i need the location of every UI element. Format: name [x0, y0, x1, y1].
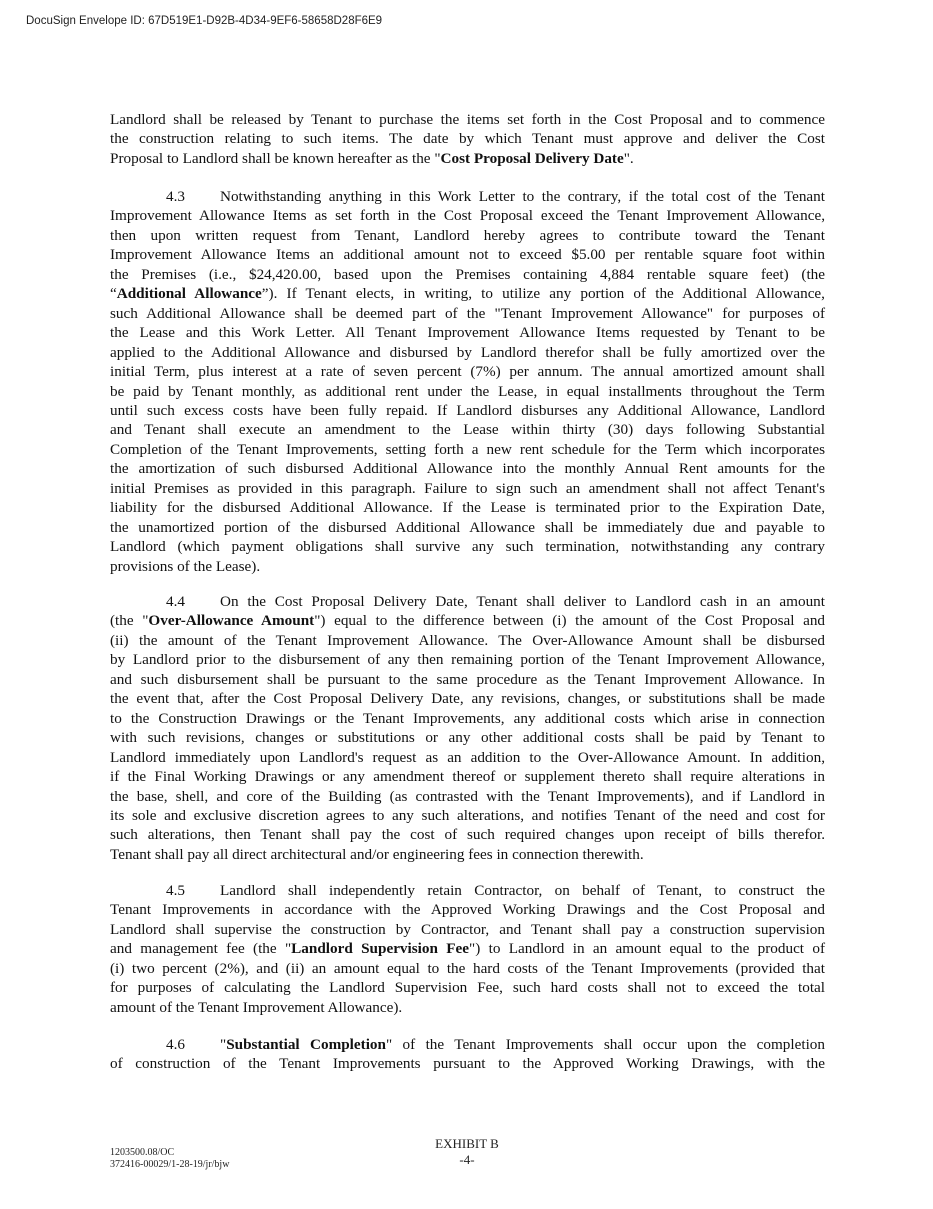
footer-doc-number-line1: 1203500.08/OC — [110, 1147, 175, 1158]
section-4-4 — [110, 592, 825, 864]
page-number: -4- — [459, 1152, 475, 1167]
text-line: be paid by Tenant monthly, as additional rent under the Lease, in equal installments throughout the Term — [110, 382, 825, 400]
text-line: with such revisions, changes or substitutions or any other additional costs shall be paid by Tenant to — [110, 729, 825, 747]
footer-doc-number-line2: 372416-00029/1-28-19/jr/bjw — [110, 1159, 230, 1170]
section-number: 4.5 — [166, 882, 185, 899]
paragraph-text — [110, 592, 825, 864]
text-line: the construction relating to such items. The date by which Tenant must approve and deliver the Cost — [110, 130, 825, 148]
text-line: Landlord (which payment obligations shall survive any such termination, notwithstanding any contrary — [110, 538, 825, 556]
text-line: provisions of the Lease). — [110, 557, 261, 575]
text-line: the Lease and this Work Letter. All Tenant Improvement Allowance Items requested by Tenant to be — [110, 324, 825, 342]
text-line: its sole and exclusive discretion agrees to any such alterations, and notifies Tenant of the need and cost for — [110, 806, 825, 824]
exhibit-label: EXHIBIT B — [435, 1136, 499, 1151]
text-line: the unamortized portion of the disbursed Additional Allowance shall be immediately due and payable to — [110, 518, 825, 536]
text-line: if the Final Working Drawings or any amendment thereof or supplement thereto shall require alterations in — [110, 768, 825, 786]
text-line: Improvement Allowance Items as set forth in the Cost Proposal exceed the Tenant Improvement Allowance, — [110, 207, 825, 225]
section-number: 4.3 — [166, 188, 185, 205]
text-line: liability for the disbursed Additional Allowance. If the Lease is terminated prior to the Expiration Date, — [110, 499, 825, 517]
text-line: such alterations, then Tenant shall pay the cost of such required changes upon receipt of bills therefor. — [110, 826, 825, 844]
text-line: and management fee (the "Landlord Supervision Fee") to Landlord in an amount equal to the product of — [110, 940, 826, 958]
text-line: then upon written request from Tenant, Landlord hereby agrees to contribute toward the Tenant — [110, 226, 825, 244]
paragraph-text — [110, 110, 825, 168]
text-line: the Premises (i.e., $24,420.00, based upon the Premises containing 4,884 rentable square feet) (the — [110, 265, 825, 283]
text-line: 4.5 Landlord shall independently retain Contractor, on behalf of Tenant, to construct the — [166, 882, 825, 899]
paragraph-text — [110, 1035, 825, 1074]
text-line: and Tenant shall execute an amendment to the Lease within thirty (30) days following Substantial — [110, 421, 825, 439]
text-line: until such excess costs have been fully repaid. If Landlord disburses any Additional Allowance, Landlord — [110, 401, 825, 419]
paragraph-continuation — [110, 110, 825, 168]
defined-term: Additional Allowance — [116, 285, 262, 303]
footer-document-reference — [110, 1147, 229, 1171]
text-line: Completion of the Tenant Improvements, setting forth a new rent schedule for the Term which incorporates — [110, 440, 825, 458]
text-line: (i) two percent (2%), and (ii) an amount equal to the hard costs of the Tenant Improvements (provided that — [110, 959, 825, 977]
defined-term: Substantial Completion — [226, 1036, 386, 1053]
text-line: Tenant shall pay all direct architectural and/or engineering fees in connection therewith. — [110, 845, 644, 863]
text-line: 4.6 "Substantial Completion" of the Tenant Improvements shall occur upon the completion — [166, 1036, 825, 1053]
text-line: Improvement Allowance Items an additional amount not to exceed $5.00 per rentable square foot within — [110, 246, 825, 264]
text-line: initial Premises as provided in this paragraph. Failure to sign such an amendment shall not affect Tenant's — [110, 479, 825, 497]
text-line: by Landlord prior to the disbursement of any then remaining portion of the Tenant Improvement Allowance, — [110, 651, 825, 669]
text-line: such Additional Allowance shall be deemed part of the "Tenant Improvement Allowance" for purposes of — [110, 304, 825, 322]
text-line: and such disbursement shall be pursuant to the same procedure as the Tenant Improvement Allowance. In — [110, 670, 825, 688]
text-line: amount of the Tenant Improvement Allowance). — [110, 998, 403, 1016]
text-line: the amortization of such disbursed Additional Allowance into the monthly Annual Rent amounts for the — [110, 460, 825, 478]
text-line: 4.4 On the Cost Proposal Delivery Date, Tenant shall deliver to Landlord cash in an amount — [166, 593, 825, 610]
section-4-6 — [110, 1035, 825, 1074]
text-line: applied to the Additional Allowance and disbursed by Landlord therefor shall be fully amortized over the — [110, 343, 825, 361]
paragraph-text — [110, 187, 825, 576]
text-line: to the Construction Drawings or the Tenant Improvements, any additional costs which arise in connection — [110, 709, 825, 727]
text-line: for purposes of calculating the Landlord Supervision Fee, such hard costs shall not to exceed the total — [110, 979, 825, 997]
text-line: (the "Over-Allowance Amount") equal to the difference between (i) the amount of the Cost Proposal and — [110, 612, 826, 630]
section-number: 4.6 — [166, 1036, 185, 1053]
text-line: (ii) the amount of the Tenant Improvement Allowance. The Over-Allowance Amount shall be disbursed — [110, 631, 825, 649]
text-line: initial Term, plus interest at a rate of seven percent (7%) per annum. The annual amortized amount shall — [110, 363, 825, 381]
defined-term: Cost Proposal Delivery Date — [440, 149, 624, 167]
text-line: “Additional Allowance”). If Tenant elects, in writing, to utilize any portion of the Additional Allowance, — [110, 285, 825, 303]
text-line: Proposal to Landlord shall be known hereafter as the "Cost Proposal Delivery Date". — [110, 149, 634, 167]
text-line: 4.3 Notwithstanding anything in this Work Letter to the contrary, if the total cost of the Tenant — [166, 188, 825, 205]
section-4-5 — [110, 881, 825, 1017]
section-4-3 — [110, 187, 825, 576]
text-line: the event that, after the Cost Proposal Delivery Date, any revisions, changes, or substitutions shall be made — [110, 690, 825, 708]
defined-term: Landlord Supervision Fee — [291, 940, 470, 958]
docusign-envelope-id: DocuSign Envelope ID: 67D519E1-D92B-4D34-9EF6-58658D28F6E9 — [26, 15, 383, 27]
footer-exhibit — [412, 1136, 522, 1168]
defined-term: Over-Allowance Amount — [148, 612, 315, 630]
text-line: Tenant Improvements in accordance with the Approved Working Drawings and the Cost Proposal and — [110, 901, 825, 919]
text-line: Landlord shall supervise the construction by Contractor, and Tenant shall pay a construction supervision — [110, 920, 825, 938]
text-line: the base, shell, and core of the Building (as contrasted with the Tenant Improvements), and if Landlord in — [110, 787, 825, 805]
paragraph-text — [110, 881, 825, 1017]
text-line: Landlord immediately upon Landlord's request as an addition to the Over-Allowance Amount. In addition, — [110, 748, 825, 766]
text-line: Landlord shall be released by Tenant to purchase the items set forth in the Cost Proposal and to commence — [110, 111, 825, 128]
text-line: of construction of the Tenant Improvements pursuant to the Approved Working Drawings, with the — [110, 1055, 825, 1073]
section-number: 4.4 — [166, 593, 185, 610]
